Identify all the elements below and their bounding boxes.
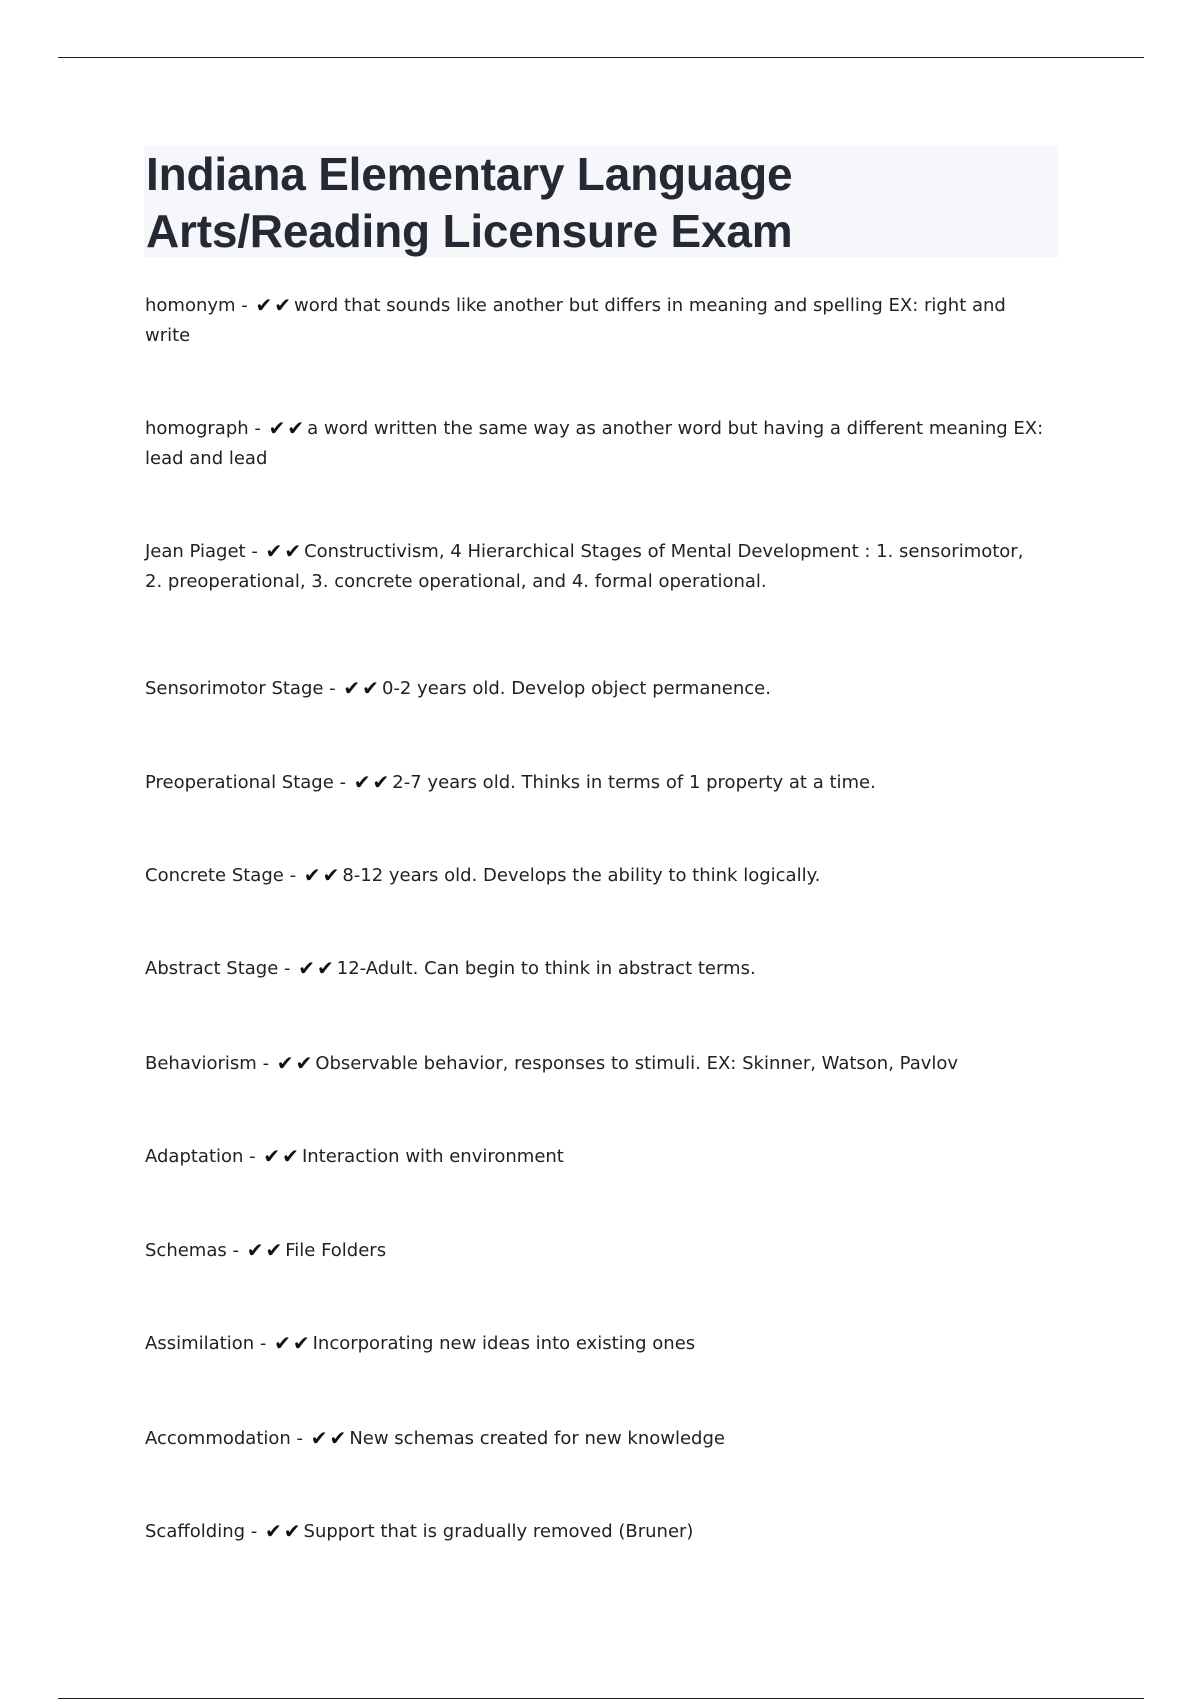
check-icon: ✔ xyxy=(274,293,292,317)
check-icon: ✔ xyxy=(329,1426,347,1450)
check-icon: ✔ xyxy=(263,1144,281,1168)
list-item xyxy=(145,860,1045,891)
separator: - xyxy=(245,1521,263,1542)
term: homograph xyxy=(145,418,249,439)
separator: - xyxy=(333,772,352,793)
check-icon: ✔ xyxy=(265,1238,283,1262)
term: Abstract Stage xyxy=(145,958,279,979)
bottom-divider xyxy=(58,1698,1144,1699)
check-icon: ✔ xyxy=(283,1519,301,1543)
definition: 2-7 years old. Thinks in terms of 1 property at a time. xyxy=(392,772,876,793)
list-item xyxy=(145,673,1045,704)
check-icon: ✔ xyxy=(295,1051,313,1075)
check-icon: ✔ xyxy=(268,416,286,440)
separator: - xyxy=(243,1146,262,1167)
list-item xyxy=(145,1235,1045,1266)
title-block xyxy=(144,146,1058,257)
list-item xyxy=(145,1423,1045,1454)
term: Sensorimotor Stage xyxy=(145,678,324,699)
term: Concrete Stage xyxy=(145,865,284,886)
definition: 12-Adult. Can begin to think in abstract terms. xyxy=(336,958,756,979)
check-icon: ✔ xyxy=(284,539,302,563)
check-icon: ✔ xyxy=(322,863,340,887)
check-icon: ✔ xyxy=(264,1519,282,1543)
definition: word that sounds like another but differs in meaning and spelling EX: right and write xyxy=(145,295,1006,346)
list-item xyxy=(145,1516,1045,1547)
separator: - xyxy=(323,678,342,699)
separator: - xyxy=(278,958,297,979)
check-icon: ✔ xyxy=(317,956,334,980)
definition: Incorporating new ideas into existing ones xyxy=(312,1333,696,1354)
definition: Interaction with environment xyxy=(301,1146,564,1167)
list-item xyxy=(145,413,1045,474)
term: Preoperational Stage xyxy=(145,772,334,793)
separator: - xyxy=(256,1053,275,1074)
check-icon: ✔ xyxy=(274,1331,291,1355)
separator: - xyxy=(226,1240,245,1261)
check-icon: ✔ xyxy=(265,539,283,563)
check-icon: ✔ xyxy=(343,676,361,700)
term: Adaptation xyxy=(145,1146,244,1167)
separator: - xyxy=(254,1333,273,1354)
definition: Observable behavior, responses to stimuli. EX: Skinner, Watson, Pavlov xyxy=(315,1053,959,1074)
term: homonym xyxy=(145,295,236,316)
check-icon: ✔ xyxy=(246,1238,264,1262)
definition: New schemas created for new knowledge xyxy=(349,1428,725,1449)
separator: - xyxy=(283,865,302,886)
term: Assimilation xyxy=(145,1333,255,1354)
check-icon: ✔ xyxy=(310,1426,328,1450)
check-icon: ✔ xyxy=(353,770,371,794)
check-icon: ✔ xyxy=(255,293,273,317)
check-icon: ✔ xyxy=(303,863,321,887)
definition: File Folders xyxy=(285,1240,387,1261)
check-icon: ✔ xyxy=(282,1144,299,1168)
top-divider xyxy=(58,57,1144,58)
list-item xyxy=(145,953,1045,984)
check-icon: ✔ xyxy=(362,676,379,700)
definition: 8-12 years old. Develops the ability to think logically. xyxy=(342,865,821,886)
document-title: Indiana Elementary Language Arts/Reading Licensure Exam xyxy=(146,148,793,257)
separator: - xyxy=(245,541,264,562)
definition: Constructivism, 4 Hierarchical Stages of Mental Development : 1. sensorimotor, 2. preoperational, 3. concrete operational, and 4. formal operational. xyxy=(145,541,1024,592)
check-icon: ✔ xyxy=(372,770,390,794)
term: Accommodation xyxy=(145,1428,291,1449)
separator: - xyxy=(248,418,267,439)
definition: a word written the same way as another word but having a different meaning EX: lead and lead xyxy=(145,418,1044,469)
check-icon: ✔ xyxy=(287,416,305,440)
list-item xyxy=(145,536,1045,597)
definition: Support that is gradually removed (Bruner) xyxy=(303,1521,694,1542)
list-item xyxy=(145,1048,1045,1079)
separator: - xyxy=(290,1428,309,1449)
term: Jean Piaget xyxy=(145,541,246,562)
term: Scaffolding xyxy=(145,1521,246,1542)
term: Behaviorism xyxy=(145,1053,257,1074)
list-item xyxy=(145,1328,1045,1359)
list-item xyxy=(145,767,1045,798)
check-icon: ✔ xyxy=(276,1051,294,1075)
term: Schemas xyxy=(145,1240,227,1261)
list-item xyxy=(145,1141,1045,1172)
list-item xyxy=(145,290,1045,351)
check-icon: ✔ xyxy=(298,956,316,980)
definition: 0-2 years old. Develop object permanence. xyxy=(381,678,771,699)
separator: - xyxy=(235,295,254,316)
check-icon: ✔ xyxy=(292,1331,310,1355)
